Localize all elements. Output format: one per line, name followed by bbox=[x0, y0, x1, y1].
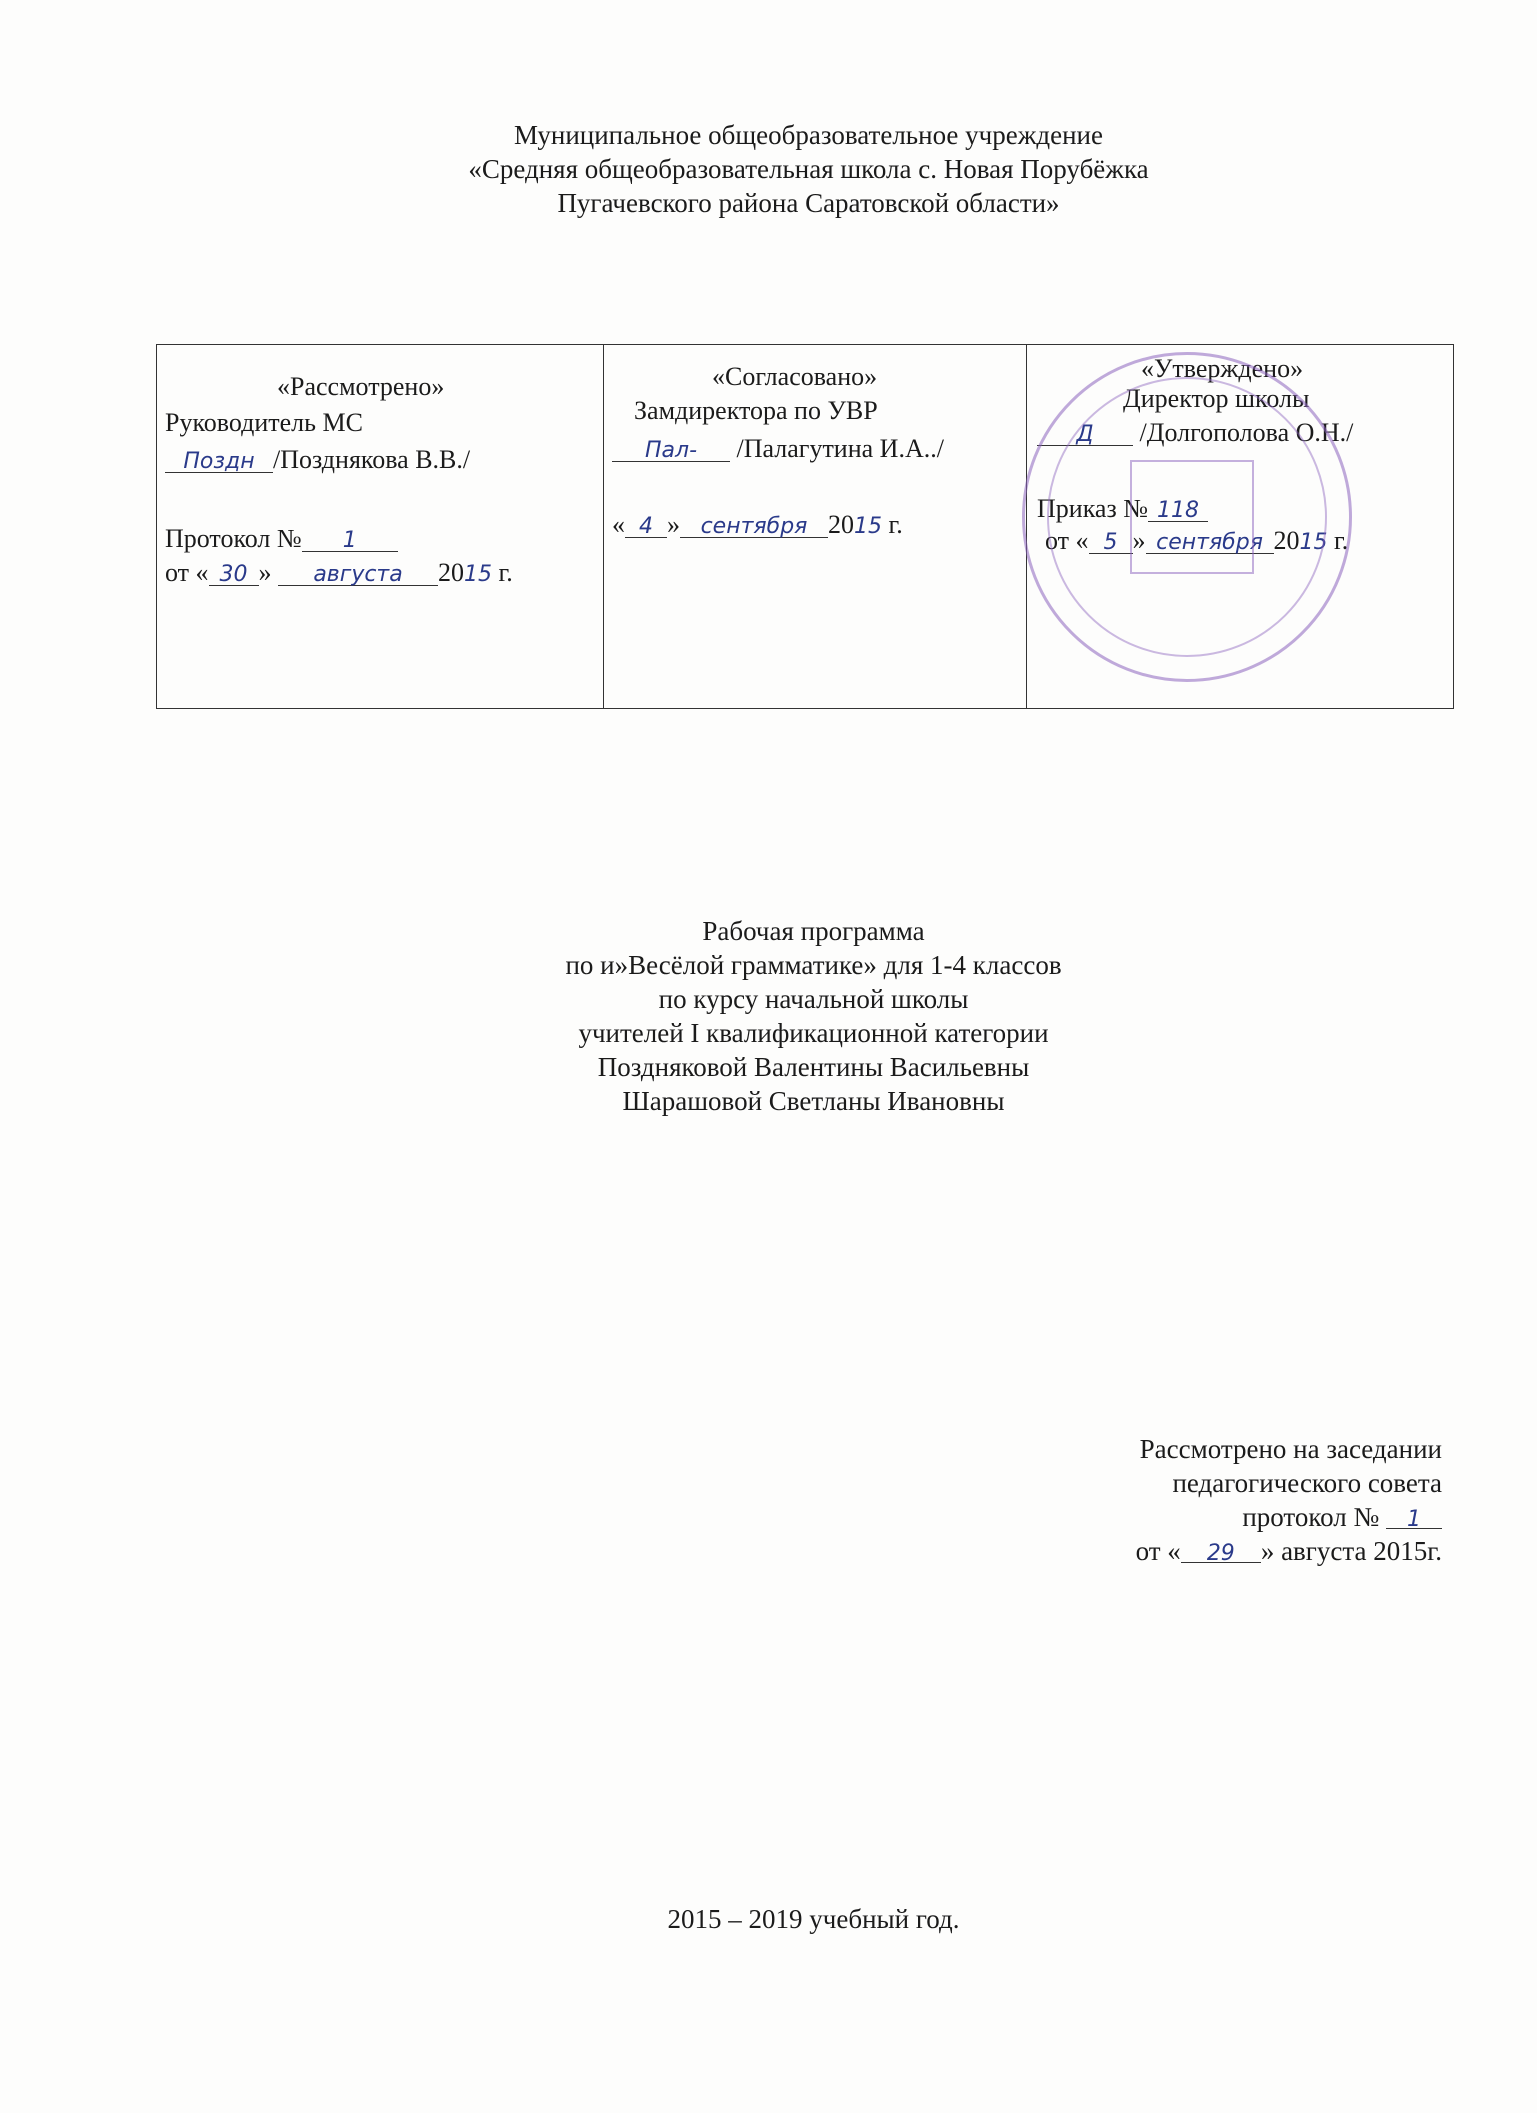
considered-date-prefix: от « bbox=[165, 558, 209, 587]
header-line-2: «Средняя общеобразовательная школа с. Новая Порубёжка bbox=[468, 154, 1149, 184]
considered-month: августа bbox=[313, 562, 403, 587]
approved-name: /Долгополова О.Н./ bbox=[1139, 418, 1354, 447]
title-line-4: учителей I квалификационной категории bbox=[578, 1018, 1049, 1048]
approved-role: Директор школы bbox=[1123, 384, 1310, 413]
agreed-date-prefix: « bbox=[612, 510, 625, 539]
header-line-3: Пугачевского района Саратовской области» bbox=[557, 188, 1060, 218]
considered-year-prefix: 20 bbox=[438, 558, 465, 587]
considered-name: /Позднякова В.В./ bbox=[273, 445, 471, 474]
considered-year: 15 bbox=[464, 562, 493, 587]
official-stamp bbox=[1022, 352, 1352, 682]
council-line-1: Рассмотрено на заседании bbox=[1139, 1434, 1442, 1464]
considered-year-suffix: г. bbox=[492, 558, 513, 587]
agreed-cell bbox=[603, 345, 1026, 708]
considered-day-suffix: » bbox=[258, 558, 272, 587]
agreed-year-suffix: г. bbox=[882, 510, 903, 539]
council-date-suffix: » августа 2015г. bbox=[1260, 1536, 1442, 1566]
approved-order-label: Приказ № bbox=[1037, 494, 1149, 523]
considered-signature: Поздн bbox=[183, 449, 255, 474]
title-line-1: Рабочая программа bbox=[702, 916, 925, 946]
approved-date-prefix: от « bbox=[1045, 526, 1089, 555]
approved-year-prefix: 20 bbox=[1273, 526, 1300, 555]
academic-years-text: 2015 – 2019 учебный год. bbox=[667, 1904, 960, 1934]
agreed-signature: Пал- bbox=[644, 438, 698, 463]
title-line-6: Шарашовой Светланы Ивановны bbox=[622, 1086, 1005, 1116]
approved-heading: «Утверждено» bbox=[1141, 354, 1304, 383]
approved-day-suffix: » bbox=[1132, 526, 1146, 555]
approved-year: 15 bbox=[1299, 530, 1328, 555]
agreed-role: Замдиректора по УВР bbox=[634, 396, 878, 425]
council-line-2: педагогического совета bbox=[1172, 1468, 1442, 1498]
program-title bbox=[0, 914, 1537, 1118]
council-date-prefix: от « bbox=[1135, 1536, 1181, 1566]
considered-protocol-label: Протокол № bbox=[165, 524, 302, 553]
institution-header bbox=[0, 118, 1537, 220]
approved-month: сентября bbox=[1156, 530, 1263, 555]
agreed-day: 4 bbox=[639, 514, 653, 539]
council-approval bbox=[1136, 1432, 1442, 1568]
considered-cell bbox=[157, 345, 603, 708]
stamp-emblem-icon bbox=[1130, 460, 1254, 574]
considered-day: 30 bbox=[219, 562, 248, 587]
council-protocol-number: 1 bbox=[1407, 1507, 1421, 1532]
agreed-month: сентября bbox=[700, 514, 808, 539]
title-line-2: по и»Весёлой грамматике» для 1-4 классов bbox=[565, 950, 1062, 980]
agreed-name: /Палагутина И.А../ bbox=[736, 434, 944, 463]
approved-order-number: 118 bbox=[1157, 498, 1200, 523]
title-line-3: по курсу начальной школы bbox=[658, 984, 969, 1014]
title-line-5: Поздняковой Валентины Васильевны bbox=[597, 1052, 1030, 1082]
considered-protocol-number: 1 bbox=[342, 528, 357, 553]
agreed-year: 15 bbox=[854, 514, 882, 539]
approved-day: 5 bbox=[1103, 530, 1118, 555]
academic-years bbox=[0, 1904, 1537, 1935]
approved-year-suffix: г. bbox=[1327, 526, 1349, 555]
council-day: 29 bbox=[1206, 1541, 1235, 1566]
agreed-day-suffix: » bbox=[667, 510, 680, 539]
council-protocol-label: протокол № bbox=[1242, 1502, 1380, 1532]
considered-heading: «Рассмотрено» bbox=[277, 372, 445, 401]
approved-signature: Д bbox=[1076, 422, 1094, 447]
header-line-1: Муниципальное общеобразовательное учреждение bbox=[514, 120, 1103, 150]
considered-role: Руководитель МС bbox=[165, 408, 363, 437]
agreed-year-prefix: 20 bbox=[828, 510, 854, 539]
agreed-heading: «Согласовано» bbox=[712, 362, 878, 391]
